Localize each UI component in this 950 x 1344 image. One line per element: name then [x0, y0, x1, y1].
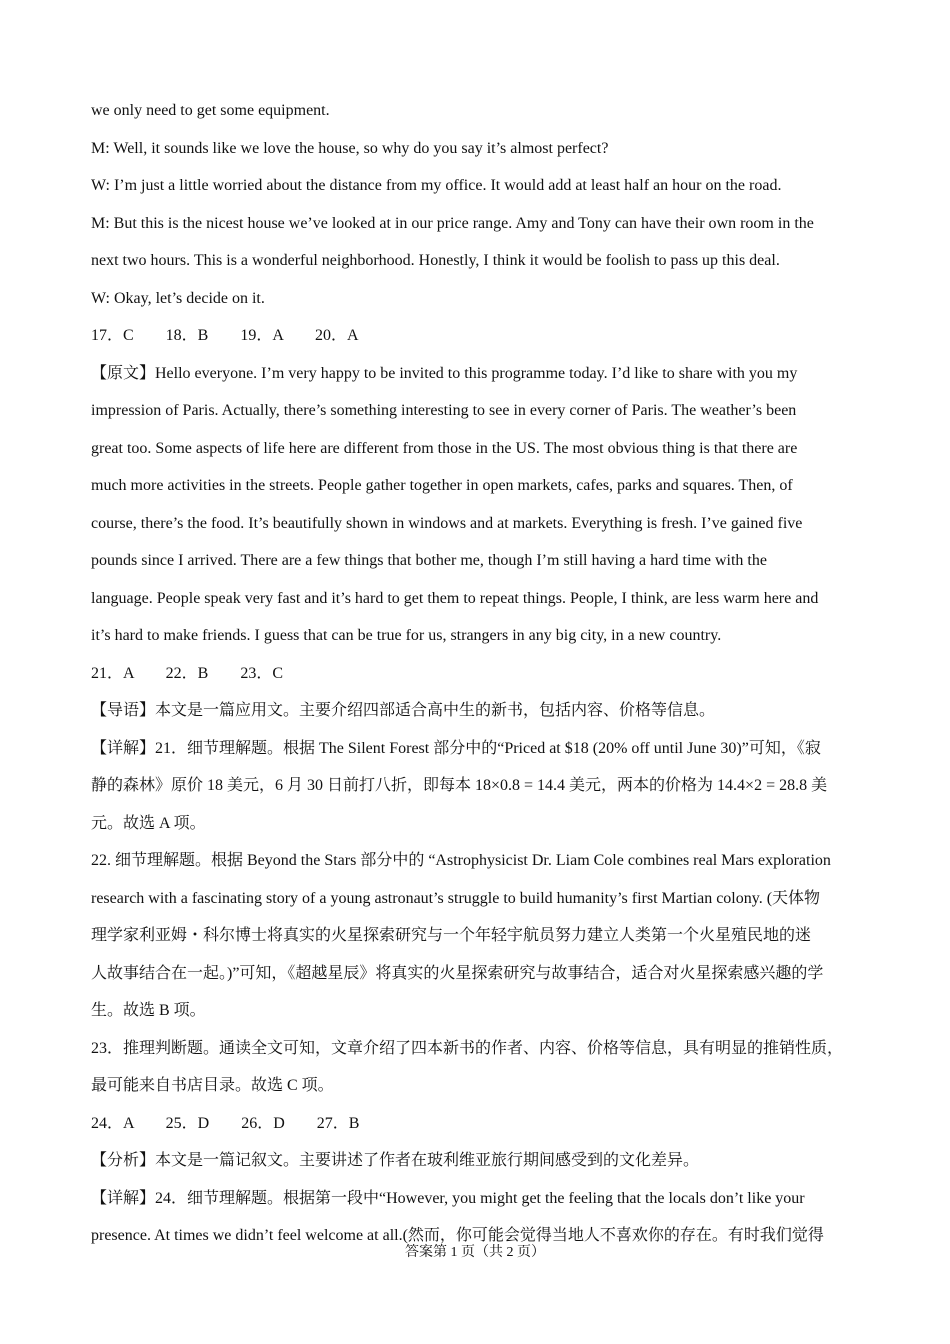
- text-line: next two hours. This is a wonderful neighborhood. Honestly, I think it would be foolish to pass up this deal.: [91, 252, 780, 269]
- text-line: impression of Paris. Actually, there’s something interesting to see in every corner of Paris. The weather’s been: [91, 402, 797, 419]
- answer-key-line: 17．C 18．B 19．A 20．A: [91, 327, 359, 344]
- text-line: we only need to get some equipment.: [91, 102, 330, 119]
- answer-key-line: 21．A 22．B 23．C: [91, 664, 284, 682]
- text-line: 人故事结合在一起。)”可知，《超越星辰》将真实的火星探索研究与故事结合，适合对火星探索感兴趣的学: [91, 964, 824, 982]
- text-line: 【详解】24．细节理解题。根据第一段中“However, you might get the feeling that the locals don’t like your: [91, 1189, 805, 1207]
- text-line: M: Well, it sounds like we love the house, so why do you say it’s almost perfect?: [91, 139, 609, 157]
- text-line: 最可能来自书店目录。故选 C 项。: [91, 1077, 334, 1094]
- text-line: M: But this is the nicest house we’ve looked at in our price range. Amy and Tony can have their own room in the: [91, 214, 814, 232]
- text-line: much more activities in the streets. People gather together in open markets, cafes, parks and squares. Then, of: [91, 477, 793, 494]
- text-line: 【导语】本文是一篇应用文。主要介绍四部适合高中生的新书，包括内容、价格等信息。: [91, 702, 716, 719]
- text-line: course, there’s the food. It’s beautifully shown in windows and at markets. Everything is fresh. I’ve gained five: [91, 514, 803, 532]
- text-line: 理学家利亚姆・科尔博士将真实的火星探索研究与一个年轻宇航员努力建立人类第一个火星殖民地的迷: [91, 927, 812, 944]
- text-line: language. People speak very fast and it’s hard to get them to repeat things. People, I think, are less warm here and: [91, 589, 819, 607]
- text-line: 22. 细节理解题。根据 Beyond the Stars 部分中的 “Astrophysicist Dr. Liam Cole combines real Mars exploration: [91, 852, 831, 869]
- text-line: 23．推理判断题。通读全文可知，文章介绍了四本新书的作者、内容、价格等信息，具有明显的推销性质，: [91, 1039, 844, 1057]
- text-line: presence. At times we didn’t feel welcome at all.(然而，你可能会觉得当地人不喜欢你的存在。有时我们觉得: [91, 1227, 824, 1244]
- text-line: 【原文】Hello everyone. I’m very happy to be invited to this programme today. I’d like to share with you my: [91, 364, 798, 382]
- answer-document: [91, 92, 871, 1255]
- page-footer: 答案第 1 页（共 2 页）: [405, 1245, 545, 1260]
- text-line: 【详解】21．细节理解题。根据 The Silent Forest 部分中的“Priced at $18 (20% off until June 30)”可知，《寂: [91, 739, 821, 757]
- text-line: 元。故选 A 项。: [91, 814, 206, 832]
- text-line: research with a fascinating story of a young astronaut’s struggle to build humanity’s first Martian colony. (天体物: [91, 889, 821, 907]
- answer-key-line: 24．A 25．D 26．D 27．B: [91, 1114, 360, 1132]
- text-line: it’s hard to make friends. I guess that can be true for us, strangers in any big city, in a new country.: [91, 627, 722, 644]
- text-line: 静的森林》原价 18 美元，6 月 30 日前打八折，即每本 18×0.8 = 14.4 美元，两本的价格为 14.4×2 = 28.8 美: [91, 777, 828, 794]
- text-line: pounds since I arrived. There are a few things that bother me, though I’m still having a hard time with the: [91, 552, 767, 569]
- text-line: W: Okay, let’s decide on it.: [91, 289, 265, 307]
- text-line: 【分析】本文是一篇记叙文。主要讲述了作者在玻利维亚旅行期间感受到的文化差异。: [91, 1152, 700, 1169]
- text-line: 生。故选 B 项。: [91, 1002, 206, 1019]
- text-line: great too. Some aspects of life here are different from those in the US. The most obvious thing is that there are: [91, 439, 798, 457]
- text-line: W: I’m just a little worried about the distance from my office. It would add at least half an hour on the road.: [91, 177, 782, 194]
